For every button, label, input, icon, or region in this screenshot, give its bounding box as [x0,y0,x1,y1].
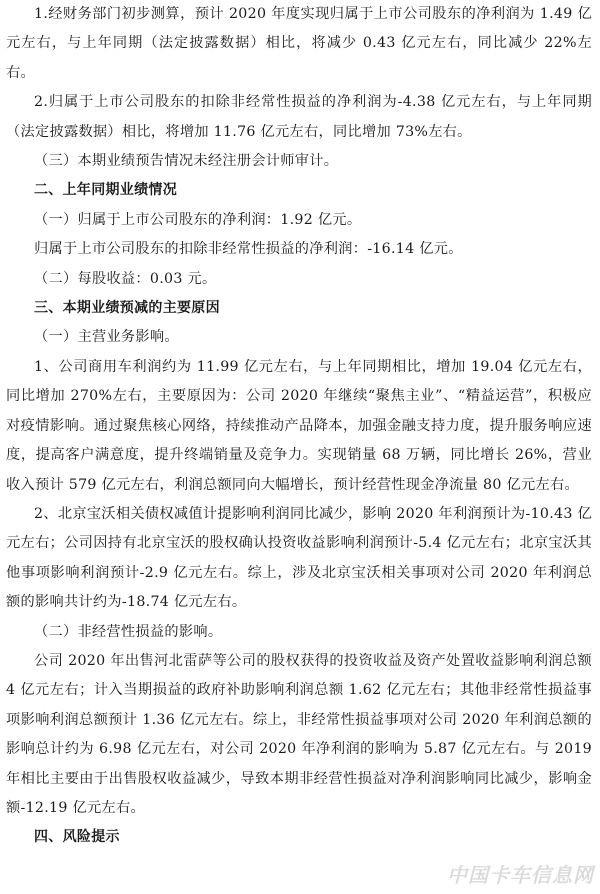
paragraph: （一）主营业务影响。 [34,329,179,346]
paragraph: 2、北京宝沃相关债权减值计提影响利润同比减少，影响 2020 年利润预计为-10.43 亿元左右；公司因持有北京宝沃的股权确认投资收益影响利润预计-5.4 亿元左右；北京宝沃其他事项影响利润预计-2.9 亿元左右。综上，涉及北京宝沃相关事项对公司 2020 年利润总额的影响共计约为-18.74 亿元左右。 [6,505,592,611]
paragraph: 归属于上市公司股东的扣除非经常性损益的净利润：-16.14 亿元。 [34,241,463,258]
section-heading: 二、上年同期业绩情况 [34,182,177,199]
section-heading: 四、风险提示 [34,829,120,846]
paragraph: （三）本期业绩预告情况未经注册会计师审计。 [34,153,339,170]
paragraph: 1、公司商用车利润约为 11.99 亿元左右，与上年同期相比，增加 19.04 亿元左右，同比增加 270%左右，主要原因为：公司 2020 年继续“聚焦主业”、“精益运营”，积极应对疫情影响。通过聚焦核心网络，持续推动产品降本，加强金融支持力度，提升服务响应速度，提高客户满意度，提升终端销量及竞争力。实现销量 68 万辆，同比增长 26%，营业收入预计 579 亿元左右，利润总额同向大幅增长，预计经营性现金净流量 80 亿元左右。 [6,358,592,493]
paragraph: （二）非经营性损益的影响。 [34,623,223,640]
section-heading: 三、本期业绩预减的主要原因 [34,300,220,317]
paragraph: 公司 2020 年出售河北雷萨等公司的股权获得的投资收益及资产处置收益影响利润总额 4 亿元左右；计入当期损益的政府补助影响利润总额 1.62 亿元左右；其他非经常性损益事项影响利润总额预计 1.36 亿元左右。综上，非经常性损益事项对公司 2020 年利润总额的影响总计约为 6.98 亿元左右，对公司 2020 年净利润的影响为 5.87 亿元左右。与 2019 年相比主要由于出售股权收益减少，导致本期非经营性损益对净利润影响同比减少，影响金额-12.19 亿元左右。 [6,652,592,816]
watermark: 中国卡车信息网 [447,863,594,887]
paragraph: 1.经财务部门初步测算，预计 2020 年度实现归属于上市公司股东的净利润为 1.49 亿元左右，与上年同期（法定披露数据）相比，将减少 0.43 亿元左右，同比减少 22%左右。 [6,6,592,81]
paragraph: （一）归属于上市公司股东的净利润：1.92 亿元。 [34,211,362,228]
paragraph: 2.归属于上市公司股东的扣除非经常性损益的净利润为-4.38 亿元左右，与上年同期（法定披露数据）相比，将增加 11.76 亿元左右，同比增加 73%左右。 [6,94,592,140]
paragraph: （二）每股收益：0.03 元。 [34,270,217,287]
